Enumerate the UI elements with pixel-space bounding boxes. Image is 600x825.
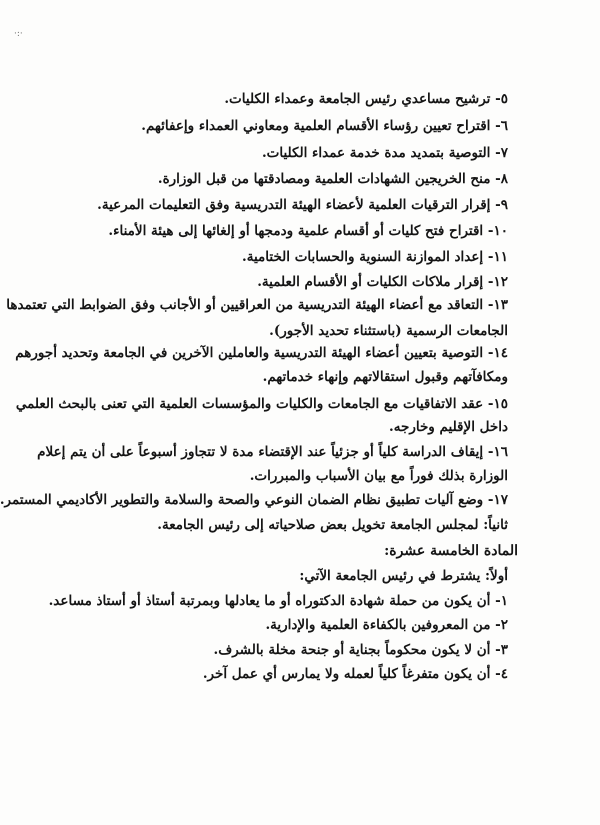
item-10: ١٠- اقتراح فتح كليات أو أقسام علمية ودمجها أو إلغائها إلى هيئة الأمناء. (108, 223, 508, 239)
item-14-line-2: ومكافآتهم وقبول استقالاتهم وإنهاء خدماتهم. (262, 369, 508, 385)
condition-3: ٣- أن لا يكون محكوماً بجناية أو جنحة مخلة بالشرف. (213, 642, 508, 658)
item-14-line-1: ١٤- التوصية بتعيين أعضاء الهيئة التدريسية والعاملين الآخرين في الجامعة وتحديد أجورهم (15, 345, 508, 361)
item-15-line-1: ١٥- عقد الاتفاقيات مع الجامعات والكليات والمؤسسات العلمية التي تعنى بالبحث العلمي (15, 396, 508, 412)
item-16-line-1: ١٦- إيقاف الدراسة كلياً أو جزئياً عند الإقتضاء مدة لا تتجاوز أسبوعاً على أن يتم إعلام (37, 444, 508, 460)
item-15-line-2: داخل الإقليم وخارجه. (389, 419, 508, 435)
item-11: ١١- إعداد الموازنة السنوية والحسابات الختامية. (242, 249, 508, 265)
item-13-line-2: الجامعات الرسمية (باستثناء تحديد الأجور). (269, 323, 508, 339)
item-12: ١٢- إقرار ملاكات الكليات أو الأقسام العلمية. (257, 274, 508, 290)
item-16-line-2: الوزارة بذلك فوراً مع بيان الأسباب والمبررات. (249, 468, 508, 484)
item-7: ٧- التوصية بتمديد مدة خدمة عمداء الكليات. (261, 145, 508, 161)
scan-corner-mark: ·:· (14, 29, 23, 39)
item-13-line-1: ١٣- التعاقد مع أعضاء الهيئة التدريسية من العراقيين أو الأجانب وفق الضوابط التي تعتمدها (6, 297, 508, 313)
item-6: ٦- اقتراح تعيين رؤساء الأقسام العلمية ومعاوني العمداء وإعفائهم. (141, 118, 508, 134)
item-5: ٥- ترشيح مساعدي رئيس الجامعة وعمداء الكليات. (224, 91, 508, 107)
item-17: ١٧- وضع آليات تطبيق نظام الضمان النوعي والصحة والسلامة والتطوير الأكاديمي المستمر. (0, 492, 508, 508)
condition-1: ١- أن يكون من حملة شهادة الدكتوراه أو ما يعادلها وبمرتبة أستاذ أو أستاذ مساعد. (48, 593, 508, 609)
condition-2: ٢- من المعروفين بالكفاءة العلمية والإدارية. (265, 617, 508, 633)
item-9: ٩- إقرار الترقيات العلمية لأعضاء الهيئة التدريسية وفق التعليمات المرعية. (97, 197, 508, 213)
article-15-heading: المادة الخامسة عشرة: (384, 543, 518, 559)
condition-4: ٤- أن يكون متفرغاً كلياً لعمله ولا يمارس أي عمل آخر. (202, 666, 508, 682)
first-clause: أولاً: يشترط في رئيس الجامعة الآتي: (299, 568, 508, 584)
second-clause: ثانياً: لمجلس الجامعة تخويل بعض صلاحياته إلى رئيس الجامعة. (157, 517, 508, 533)
item-8: ٨- منح الخريجين الشهادات العلمية ومصادقتها من قبل الوزارة. (157, 171, 508, 187)
